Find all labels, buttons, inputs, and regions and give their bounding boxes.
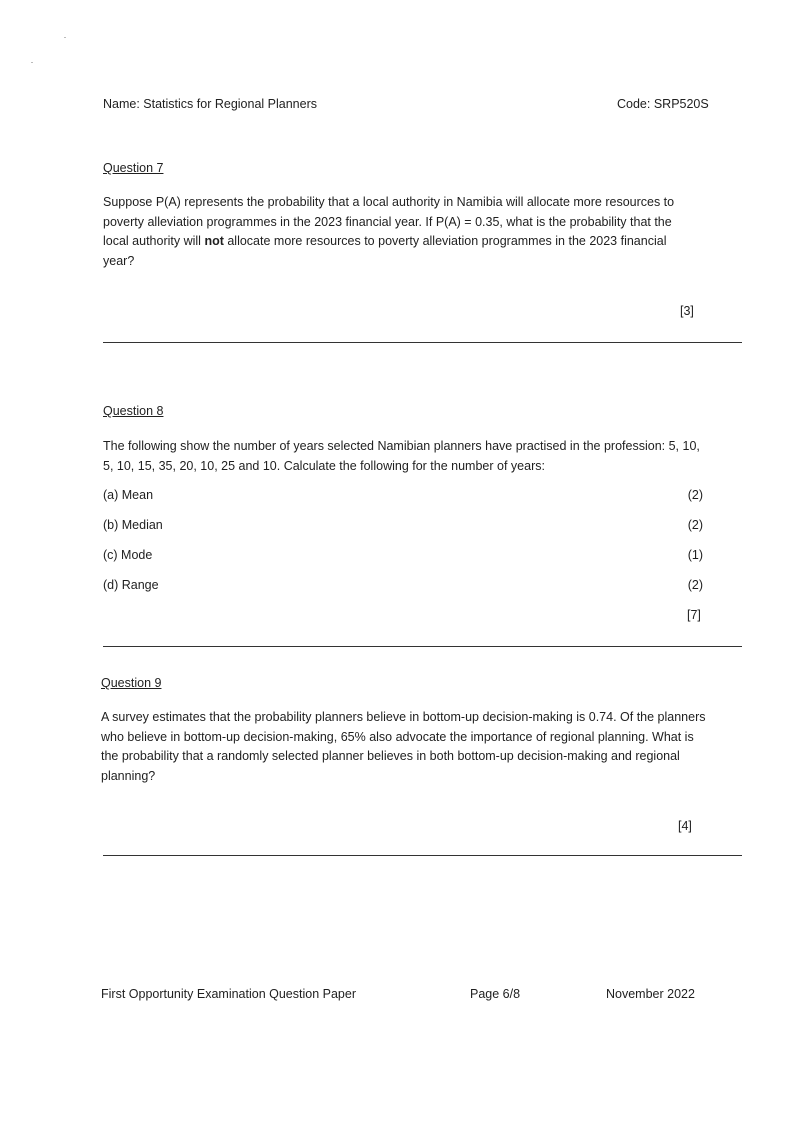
scan-speck <box>31 62 33 63</box>
question-7-marks: [3] <box>680 304 694 318</box>
footer-date: November 2022 <box>606 987 695 1001</box>
emphasis-not: not <box>204 234 224 248</box>
question-7-title: Question 7 <box>103 161 164 175</box>
question-8-item-range: (d) Range (2) <box>103 578 703 592</box>
course-code: Code: SRP520S <box>617 97 709 111</box>
question-8-text: The following show the number of years selected Namibian planners have practised in the profession: 5, 10, 5, 10, 15, 35, 20, 10, 25 and 10. Calculate the following for the number of years: <box>103 439 700 473</box>
divider <box>103 646 742 647</box>
question-9-marks: [4] <box>678 819 692 833</box>
question-8-marks: [7] <box>687 608 701 622</box>
course-name: Name: Statistics for Regional Planners <box>103 97 317 111</box>
scan-speck <box>64 37 66 38</box>
footer-page-number: Page 6/8 <box>470 987 521 1001</box>
question-9-title: Question 9 <box>101 676 162 690</box>
divider <box>103 342 742 343</box>
question-9-text: A survey estimates that the probability planners believe in bottom-up decision-making is 0.74. Of the planners who believe in bottom-up decision-making, 65% also advocate the importance of regional planning. What is the probability that a randomly selected planner believes in both bottom-up decision-making and regional planning? <box>101 710 706 783</box>
question-8-item-mode: (c) Mode (1) <box>103 548 703 562</box>
footer-paper-title: First Opportunity Examination Question Paper <box>101 987 356 1001</box>
divider <box>103 855 742 856</box>
question-8-title: Question 8 <box>103 404 164 418</box>
question-8-item-mean: (a) Mean (2) <box>103 488 703 502</box>
question-8-item-median: (b) Median (2) <box>103 518 703 532</box>
question-7-text: Suppose P(A) represents the probability that a local authority in Namibia will allocate more resources to poverty alleviation programmes in the 2023 financial year. If P(A) = 0.35, what is the probability that the local authority will not allocate more resources to poverty alleviation programmes in the 2023 financial year? <box>103 195 675 268</box>
